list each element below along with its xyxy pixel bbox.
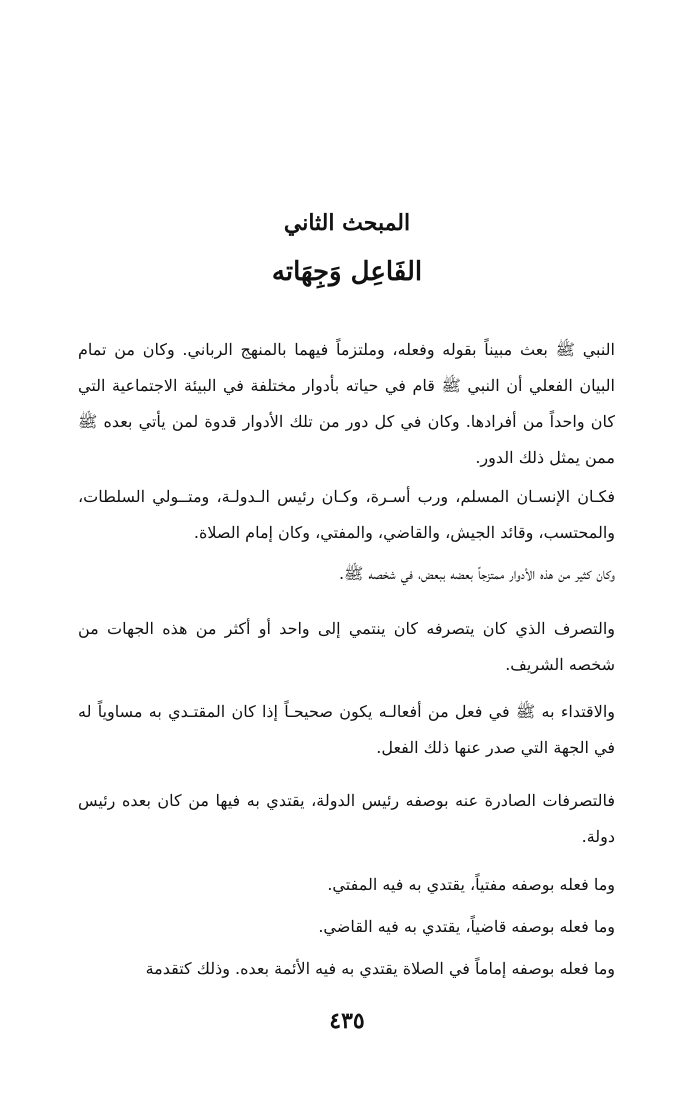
paragraph-8: وما فعله بوصفه قاضياً، يقتدي به فيه القاضي. (318, 917, 615, 936)
paragraph-7: وما فعله بوصفه مفتياً، يقتدي به فيه المفتي. (327, 875, 615, 894)
paragraph-4: والتصرف الذي كان يتصرفه كان ينتمي إلى واحد أو أكثر من هذه الجهات من شخصه الشريف. (78, 619, 615, 674)
paragraph-3: وكان كثير من هذه الأدوار ممتزجاً بعضه ببعض، في شخصه ﷺ. (338, 564, 615, 583)
page-number: ٤٣٥ (329, 1008, 365, 1034)
chapter-title: الفَاعِل وَجِهَاته (271, 257, 423, 287)
paragraph-1: النبي ﷺ بعث مبيناً بقوله وفعله، وملتزماً فيهما بالمنهج الرباني. وكان من تمام البيان الفعلي أن النبي ﷺ قام في حياته بأدوار مختلفة في البيئة الاجتماعية التي كان واحداً من أفرادها. وكان في كل دور من تلك الأدوار قدوة لمن يأتي بعده ﷺ ممن يمثل ذلك الدور. (78, 340, 615, 467)
paragraph-6: فالتصرفات الصادرة عنه بوصفه رئيس الدولة، يقتدي به فيها من كان بعده رئيس دولة. (78, 791, 615, 846)
section-title: المبحث الثاني (283, 210, 411, 236)
paragraph-5: والاقتداء به ﷺ في فعل من أفعالـه يكون صحيحـاً إذا كان المقتـدي به مساوياً له في الجهة التي صدر عنها ذلك الفعل. (78, 702, 615, 757)
paragraph-9: وما فعله بوصفه إماماً في الصلاة يقتدي به فيه الأئمة بعده. وذلك كتقدمة (145, 959, 615, 978)
paragraph-2: فكـان الإنسـان المسلم، ورب أسـرة، وكـان رئيس الـدولـة، ومتــولي السلطات، والمحتسب، وقائد الجيش، والقاضي، والمفتي، وكان إمام الصلاة. (78, 487, 615, 542)
